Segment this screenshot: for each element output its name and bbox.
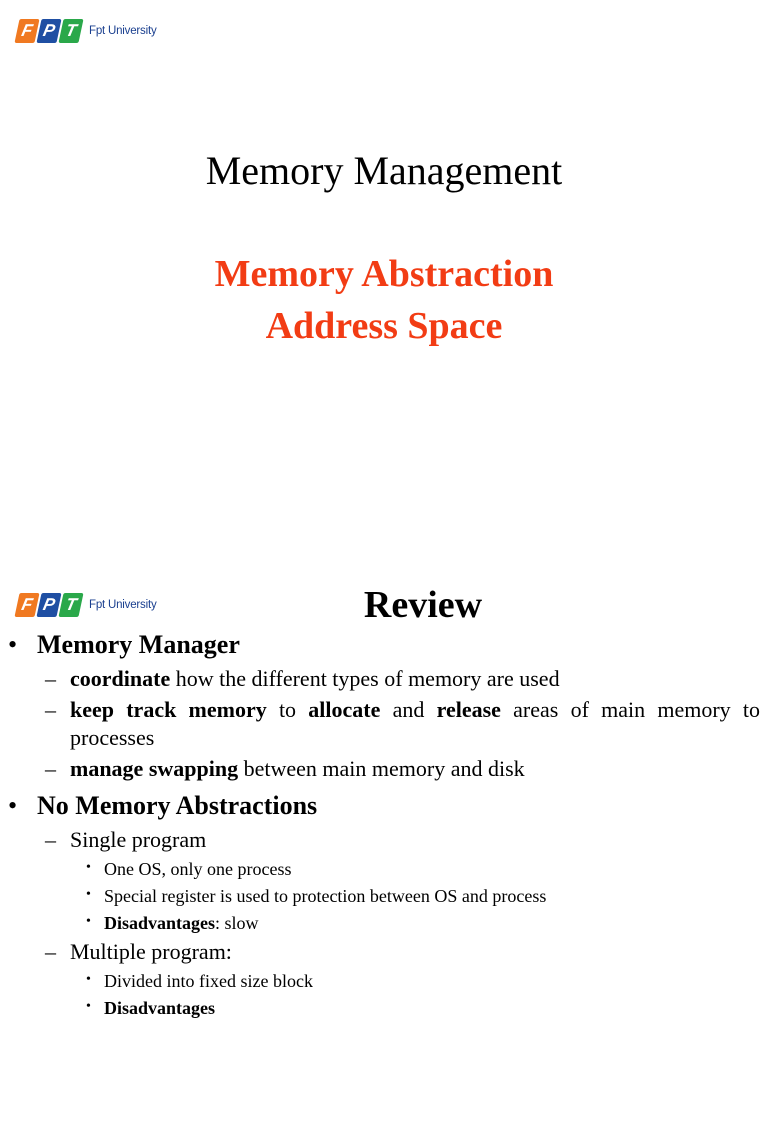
bold-term: release <box>436 697 501 722</box>
bold-term: allocate <box>308 697 381 722</box>
logo-letter-f: F <box>14 19 39 43</box>
item-text: Divided into fixed size block <box>104 971 313 991</box>
bold-term: coordinate <box>70 666 171 691</box>
subtitle-line-1: Memory Abstraction <box>214 253 554 295</box>
bullet-no-memory-abstractions <box>0 789 768 823</box>
bold-term: manage swapping <box>70 756 239 781</box>
logo-letter-p: P <box>36 19 61 43</box>
item-fixed-size-block <box>0 969 768 993</box>
bold-term: Disadvantages <box>104 998 216 1018</box>
bullet-icon: • <box>86 972 91 987</box>
sub-bullet-coordinate <box>0 665 768 693</box>
item-text: : slow <box>215 913 259 933</box>
bullet-icon: • <box>86 860 91 875</box>
dash-icon: – <box>45 697 56 722</box>
university-name: Fpt University <box>89 25 157 37</box>
sub-bullet-text: to <box>266 697 309 722</box>
slide-body <box>0 628 768 1020</box>
bullet-icon: • <box>86 999 91 1014</box>
dash-icon: – <box>45 666 56 691</box>
logo-letter-t: T <box>58 593 83 617</box>
sub-bullet-text: and <box>380 697 437 722</box>
slide-title: Memory Management <box>205 148 563 193</box>
bold-term: keep track memory <box>70 697 267 722</box>
bullet-icon: • <box>86 914 91 929</box>
sub-bullet-keep-track <box>0 696 768 752</box>
sub-bullet-text: how the different types of memory are used <box>170 666 560 691</box>
bullet-label: Memory Manager <box>37 630 240 659</box>
item-text: One OS, only one process <box>104 859 292 879</box>
sub-bullet-swapping <box>0 755 768 783</box>
subtitle-line-2: Address Space <box>265 305 503 347</box>
dash-icon: – <box>45 756 56 781</box>
item-one-os <box>0 857 768 881</box>
sub-bullet-text: Multiple program: <box>70 939 232 964</box>
sub-bullet-text: between main memory and disk <box>238 756 525 781</box>
bullet-icon: • <box>8 630 18 659</box>
item-special-register <box>0 884 768 908</box>
logo-letter-t: T <box>58 19 83 43</box>
review-slide <box>0 560 768 1136</box>
fpt-logo-tiles <box>17 593 83 617</box>
fpt-university-logo <box>17 19 157 43</box>
sub-bullet-text: areas of main memory to processes <box>70 697 760 750</box>
bullet-icon: • <box>8 791 18 820</box>
bullet-memory-manager <box>0 628 768 662</box>
item-text: Special register is used to protection between OS and process <box>104 886 547 906</box>
university-name: Fpt University <box>89 599 157 611</box>
fpt-university-logo <box>17 593 157 617</box>
item-disadvantages <box>0 996 768 1020</box>
dash-icon: – <box>45 939 56 964</box>
slide-title: Review <box>363 584 483 626</box>
fpt-logo-tiles <box>17 19 83 43</box>
bullet-label: No Memory Abstractions <box>37 791 318 820</box>
logo-letter-p: P <box>36 593 61 617</box>
sub-bullet-multiple-program <box>0 938 768 966</box>
bullet-icon: • <box>86 887 91 902</box>
dash-icon: – <box>45 827 56 852</box>
sub-bullet-text: Single program <box>70 827 207 852</box>
sub-bullet-single-program <box>0 826 768 854</box>
logo-letter-f: F <box>14 593 39 617</box>
slide-subtitle <box>0 248 768 352</box>
item-disadvantages-slow <box>0 911 768 935</box>
bold-term: Disadvantages <box>104 913 216 933</box>
